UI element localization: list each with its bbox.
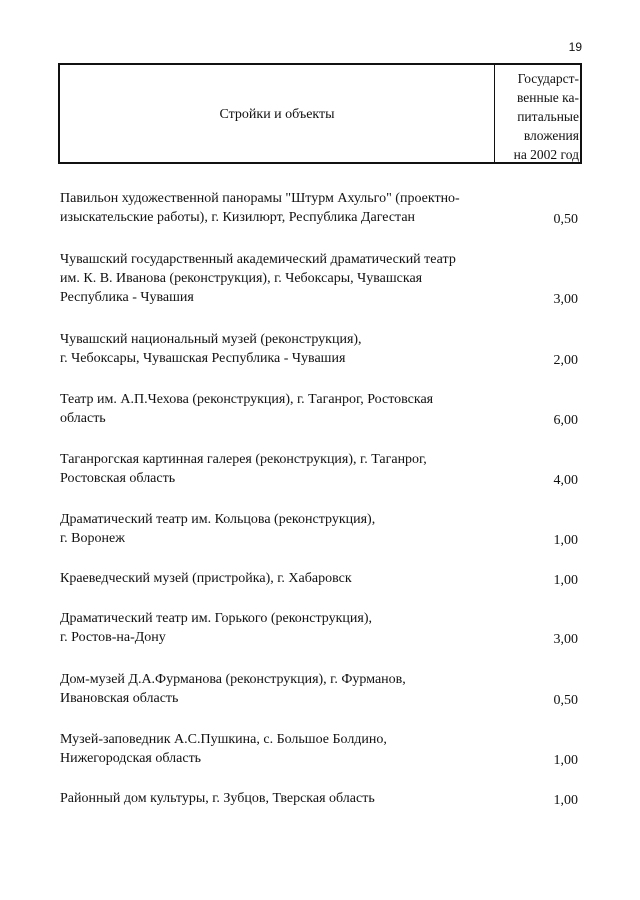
object-description [60,789,515,808]
header-objects-label: Стройки и объекты [219,106,335,122]
description-line: Краеведческий музей (пристройка), г. Хабаровск [60,571,352,586]
description-line: г. Ростов-на-Дону [60,630,166,645]
object-description [60,250,515,307]
object-description [60,670,515,708]
page-number: 19 [568,40,582,54]
object-description [60,330,515,368]
description-line: Чувашский государственный академический драматический театр [60,252,456,267]
list-item [60,569,578,588]
list-item [60,390,578,428]
description-line: им. К. В. Иванова (реконструкция), г. Чебоксары, Чувашская [60,271,423,286]
list-item [60,609,578,647]
list-item [60,330,578,368]
investment-value: 1,00 [553,793,578,808]
description-line: область [60,411,106,426]
description-line: Республика - Чувашия [60,290,194,305]
header-investment-line: венные ка- [516,90,579,105]
list-item [60,730,578,768]
description-line: Дом-музей Д.А.Фурманова (реконструкция), г. Фурманов, [60,672,406,687]
description-line: Районный дом культуры, г. Зубцов, Тверская область [60,791,375,806]
description-line: г. Воронеж [60,531,125,546]
description-line: Чувашский национальный музей (реконструкция), [60,332,362,347]
header-investment-line: питальные [517,109,579,124]
description-line: Музей-заповедник А.С.Пушкина, с. Большое Болдино, [60,732,387,747]
investment-value: 4,00 [553,473,578,488]
description-line: Павильон художественной панорамы "Штурм Ахульго" (проектно- [60,191,460,206]
description-line: Драматический театр им. Горького (реконструкция), [60,611,372,626]
object-description [60,730,515,768]
investment-value: 6,00 [553,413,578,428]
header-investment-line: Государст- [517,71,579,86]
description-line: Нижегородская область [60,751,202,766]
list-item [60,250,578,307]
object-description [60,609,515,647]
investment-value: 3,00 [553,632,578,647]
investment-value: 2,00 [553,353,578,368]
investment-value: 0,50 [553,212,578,227]
investment-value: 1,00 [553,573,578,588]
description-line: Таганрогская картинная галерея (реконструкция), г. Таганрог, [60,452,427,467]
object-description [60,569,515,588]
list-item [60,189,578,227]
investment-value: 1,00 [553,753,578,768]
description-line: изыскательские работы), г. Кизилюрт, Республика Дагестан [60,210,416,225]
list-item [60,450,578,488]
list-item [60,670,578,708]
description-line: Ростовская область [60,471,176,486]
object-description [60,189,515,227]
object-description [60,510,515,548]
investment-value: 3,00 [553,292,578,307]
list-item [60,510,578,548]
description-line: Театр им. А.П.Чехова (реконструкция), г. Таганрог, Ростовская [60,392,434,407]
header-investment-line: вложения [523,128,579,143]
description-line: Драматический театр им. Кольцова (реконструкция), [60,512,376,527]
investment-value: 1,00 [553,533,578,548]
object-description [60,390,515,428]
object-description [60,450,515,488]
header-investment-line: на 2002 год [513,147,579,162]
description-line: Ивановская область [60,691,179,706]
description-line: г. Чебоксары, Чувашская Республика - Чувашия [60,351,346,366]
list-item [60,789,578,808]
investment-value: 0,50 [553,693,578,708]
